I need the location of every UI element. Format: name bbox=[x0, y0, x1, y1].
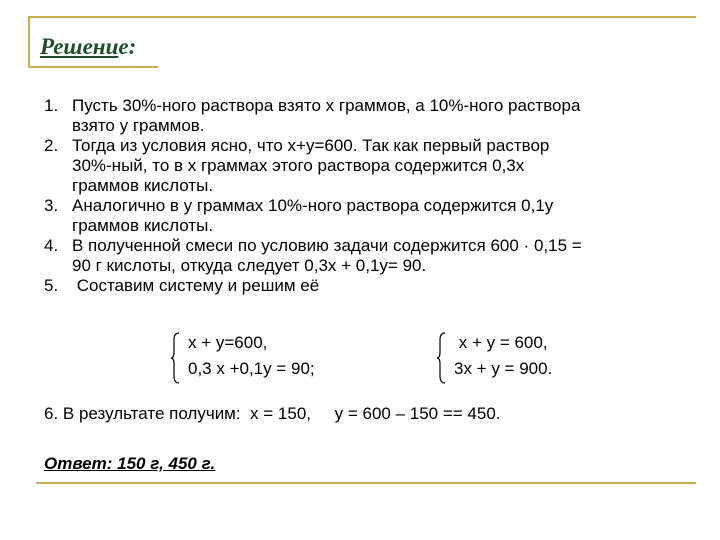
step-number: 3. bbox=[44, 196, 59, 215]
equation-system-1 bbox=[170, 330, 390, 382]
page-title-rest: е: bbox=[118, 34, 137, 59]
frame-left-line bbox=[28, 16, 30, 68]
step-3 bbox=[44, 196, 694, 236]
step-text-cont: граммов кислоты. bbox=[72, 176, 214, 195]
step-5 bbox=[44, 276, 694, 296]
step-number: 4. bbox=[44, 236, 59, 255]
page-title-underlined: Решени bbox=[40, 34, 119, 59]
frame-title-underline bbox=[28, 66, 158, 68]
equation-line: х + у=600, bbox=[188, 333, 268, 352]
equation-line: х + у = 600, bbox=[454, 333, 548, 352]
frame-top-line bbox=[28, 16, 696, 18]
solution-steps bbox=[44, 96, 694, 296]
page-title bbox=[40, 34, 136, 60]
step-text: В полученной смеси по условию задачи содержится 600 · 0,15 = bbox=[72, 236, 582, 255]
step-2 bbox=[44, 136, 694, 196]
step-text: Составим систему и решим её bbox=[72, 276, 320, 295]
step-1 bbox=[44, 96, 694, 136]
brace-icon bbox=[436, 332, 446, 384]
step-text-cont: граммов кислоты. bbox=[72, 216, 214, 235]
step-text-cont: взято у граммов. bbox=[72, 116, 205, 135]
step-text: Тогда из условия ясно, что х+у=600. Так как первый раствор bbox=[72, 136, 550, 155]
frame-bottom-line bbox=[36, 482, 696, 484]
step-number: 2. bbox=[44, 136, 59, 155]
step-number: 5. bbox=[44, 276, 59, 295]
step-text-cont: 90 г кислоты, откуда следует 0,3х + 0,1у= 90. bbox=[72, 256, 427, 275]
step-text-cont: 30%-ный, то в х граммах этого раствора содержится 0,3х bbox=[72, 156, 525, 175]
brace-icon bbox=[170, 332, 180, 384]
step-text: Пусть 30%-ного раствора взято х граммов, а 10%-ного раствора bbox=[72, 96, 581, 115]
step-number: 1. bbox=[44, 96, 59, 115]
step-4 bbox=[44, 236, 694, 276]
equation-line: 0,3 х +0,1у = 90; bbox=[188, 359, 315, 378]
equation-system-2 bbox=[436, 330, 656, 382]
answer-line: Ответ: 150 г, 450 г. bbox=[44, 454, 216, 473]
step-text: Аналогично в у граммах 10%-ного раствора содержится 0,1у bbox=[72, 196, 554, 215]
result-line: 6. В результате получим: х = 150, у = 600 – 150 == 450. bbox=[44, 404, 501, 423]
equation-line: 3х + у = 900. bbox=[454, 359, 553, 378]
